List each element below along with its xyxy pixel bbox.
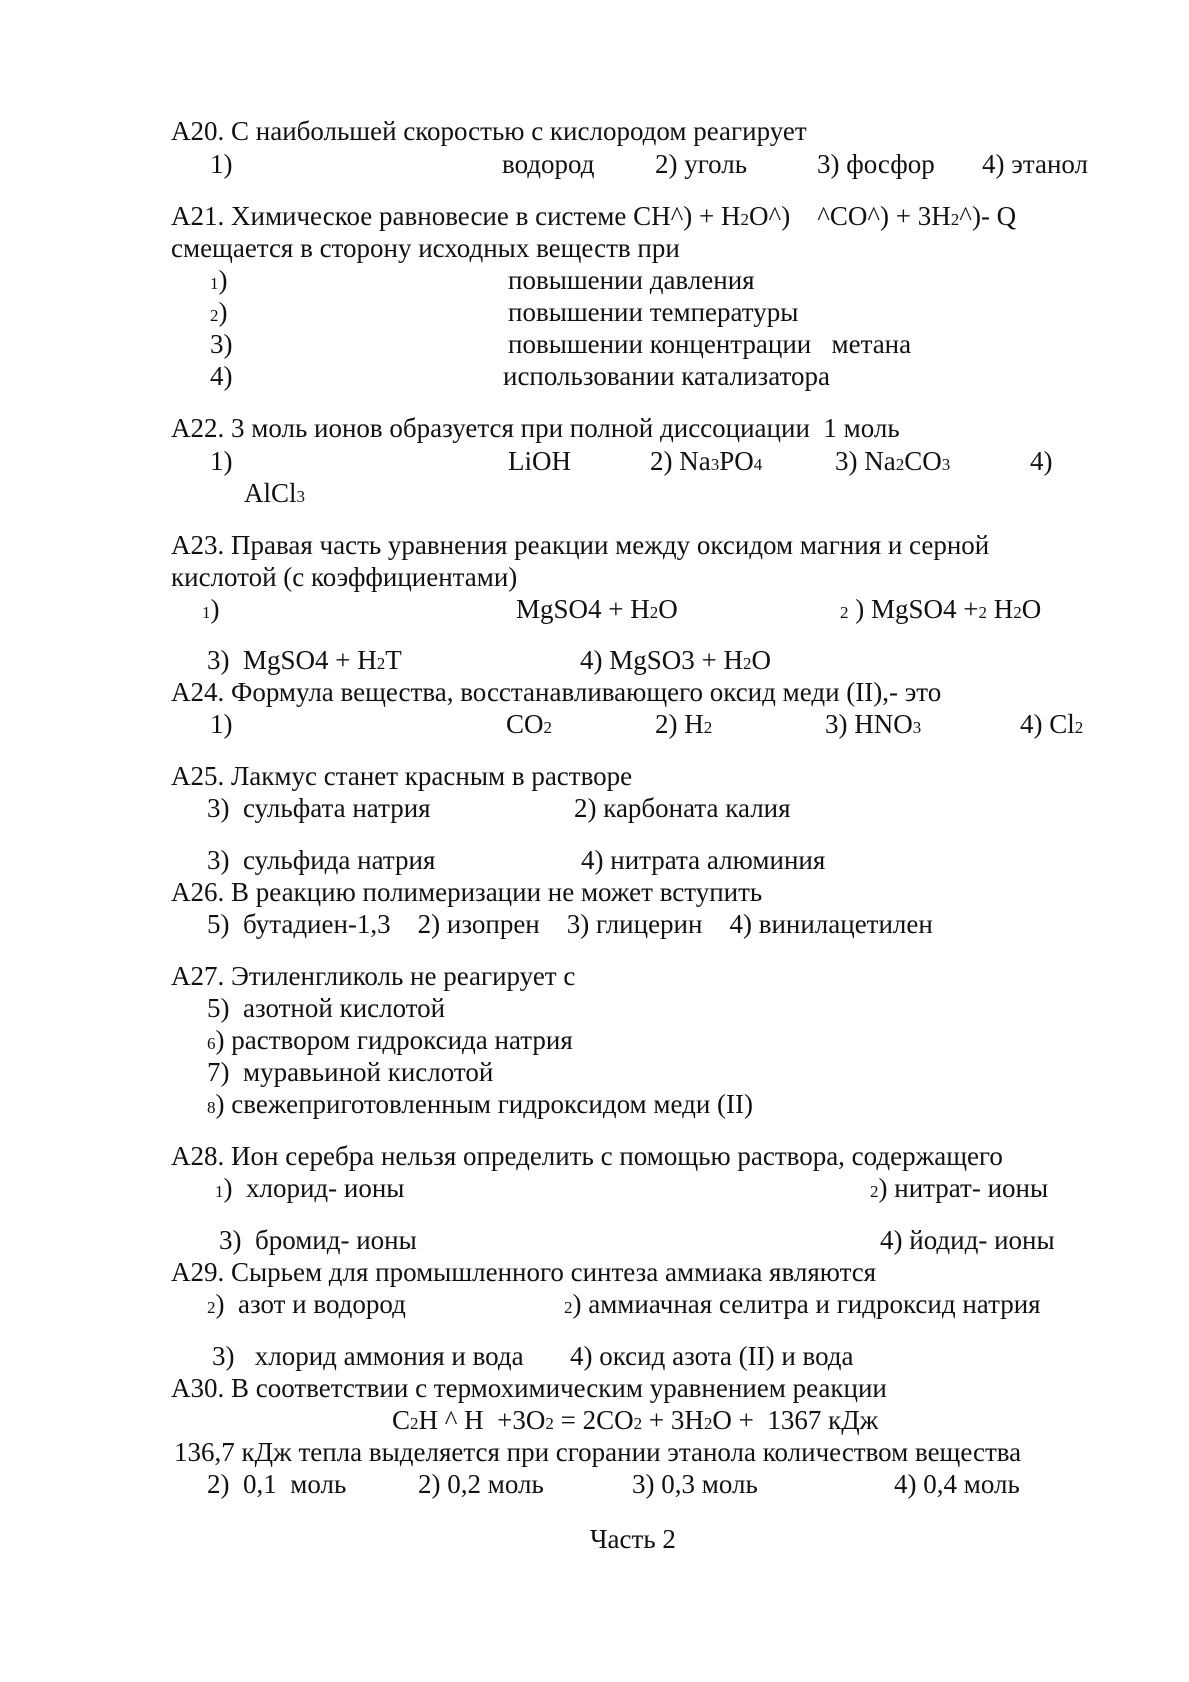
question-a25: А25. Лакмус станет красным в растворе (171, 761, 633, 791)
option-4: использовании катализатора (503, 361, 830, 391)
option-1: 2) азот и водород (207, 1289, 406, 1319)
option-2: 2) Na3PO4 (650, 446, 763, 476)
option-4: 4) оксид азота (II) и вода (570, 1341, 854, 1371)
question-a20: А20. С наибольшей скоростью с кислородом реагирует (171, 116, 807, 146)
option-4: 4) Cl2 (1020, 709, 1084, 739)
option-2: 6) раствором гидроксида натрия (207, 1025, 573, 1055)
option-4: 4) йодид- ионы (880, 1225, 1055, 1255)
question-a28: А28. Ион серебра нельзя определить с помощью раствора, содержащего (171, 1141, 1003, 1171)
question-a24: А24. Формула вещества, восстанавливающего оксид меди (II),- это (171, 677, 942, 707)
option-number: 4) (210, 361, 233, 391)
question-a21: А21. Химическое равновесие в системе СН^) + Н2О^) ^СО^) + 3Н2^)- Q (171, 201, 1017, 231)
option-4: 4) этанол (982, 149, 1089, 179)
option-2: 2) 0,2 моль (418, 1469, 544, 1499)
option-1: CO2 (506, 709, 553, 739)
option-1: водород (502, 149, 595, 179)
option-number: 1) (210, 149, 233, 179)
option-1: 3) сульфата натрия (207, 793, 431, 823)
question-a29: А29. Сырьем для промышленного синтеза аммиака являются (171, 1257, 877, 1287)
option-number: 1) (210, 709, 233, 739)
option-2: 2) нитрат- ионы (870, 1173, 1049, 1203)
question-a27: А27. Этиленгликоль не реагирует с (171, 961, 576, 991)
option-3: 3) фосфор (817, 149, 935, 179)
question-a26: А26. В реакцию полимеризации не может вступить (171, 877, 763, 907)
part-heading: Часть 2 (590, 1524, 676, 1554)
option-3: повышении концентрации метана (508, 329, 912, 359)
option-4: AlCl3 (244, 478, 306, 508)
option-1: MgSO4 + H2O (516, 594, 678, 624)
thermochemical-equation: C2H ^ H +3O2 = 2CO2 + 3H2O + 1367 кДж (392, 1405, 879, 1435)
option-4: 4) MgSO3 + H2O (580, 645, 771, 675)
option-number: 1) (210, 446, 233, 476)
option-1: 5) азотной кислотой (207, 993, 446, 1023)
question-a30-cont: 136,7 кДж тепла выделяется при сгорании этанола количеством вещества (174, 1437, 1022, 1467)
option-2: 2) карбоната калия (574, 793, 791, 823)
option-1: повышении давления (508, 265, 755, 295)
option-2: повышении температуры (508, 297, 799, 327)
option-3: 3) HNO3 (825, 709, 922, 739)
option-number: 1) (202, 594, 220, 624)
option-4: 8) свежеприготовленным гидроксидом меди (II) (207, 1089, 754, 1119)
option-number: 3) (210, 329, 233, 359)
options-a26: 5) бутадиен-1,3 2) изопрен 3) глицерин 4) винилацетилен (207, 909, 933, 939)
option-2: 2) H2 (655, 709, 713, 739)
option-number: 4) (1030, 446, 1053, 476)
option-3: 3) хлорид аммония и вода (212, 1341, 524, 1371)
option-4: 4) 0,4 моль (894, 1469, 1020, 1499)
option-3: 3) MgSO4 + H2T (207, 645, 402, 675)
question-a23: А23. Правая часть уравнения реакции между оксидом магния и серной (171, 530, 990, 560)
option-4: 4) нитрата алюминия (581, 845, 826, 875)
option-1: 2) 0,1 моль (207, 1469, 347, 1499)
question-a22: А22. 3 моль ионов образуется при полной диссоциации 1 моль (171, 413, 900, 443)
option-number: 2) (210, 297, 228, 327)
option-3: 3) бромид- ионы (219, 1225, 417, 1255)
option-2: 2 ) MgSO4 +2 H2O (840, 594, 1042, 624)
option-1: LiOH (508, 446, 571, 476)
option-2: 2) уголь (655, 149, 748, 179)
question-a21-cont: смещается в сторону исходных веществ при (171, 233, 680, 263)
question-a30: А30. В соответствии с термохимическим уравнением реакции (171, 1373, 887, 1403)
option-2: 2) аммиачная селитра и гидроксид натрия (564, 1289, 1041, 1319)
option-number: 1) (210, 265, 228, 295)
option-3: 3) 0,3 моль (632, 1469, 758, 1499)
question-a23-cont: кислотой (с коэффициентами) (171, 562, 518, 592)
option-1: 1) хлорид- ионы (215, 1173, 405, 1203)
option-3: 3) сульфида натрия (207, 845, 436, 875)
option-3: 7) муравьиной кислотой (207, 1057, 494, 1087)
option-3: 3) Na2CO3 (835, 446, 951, 476)
